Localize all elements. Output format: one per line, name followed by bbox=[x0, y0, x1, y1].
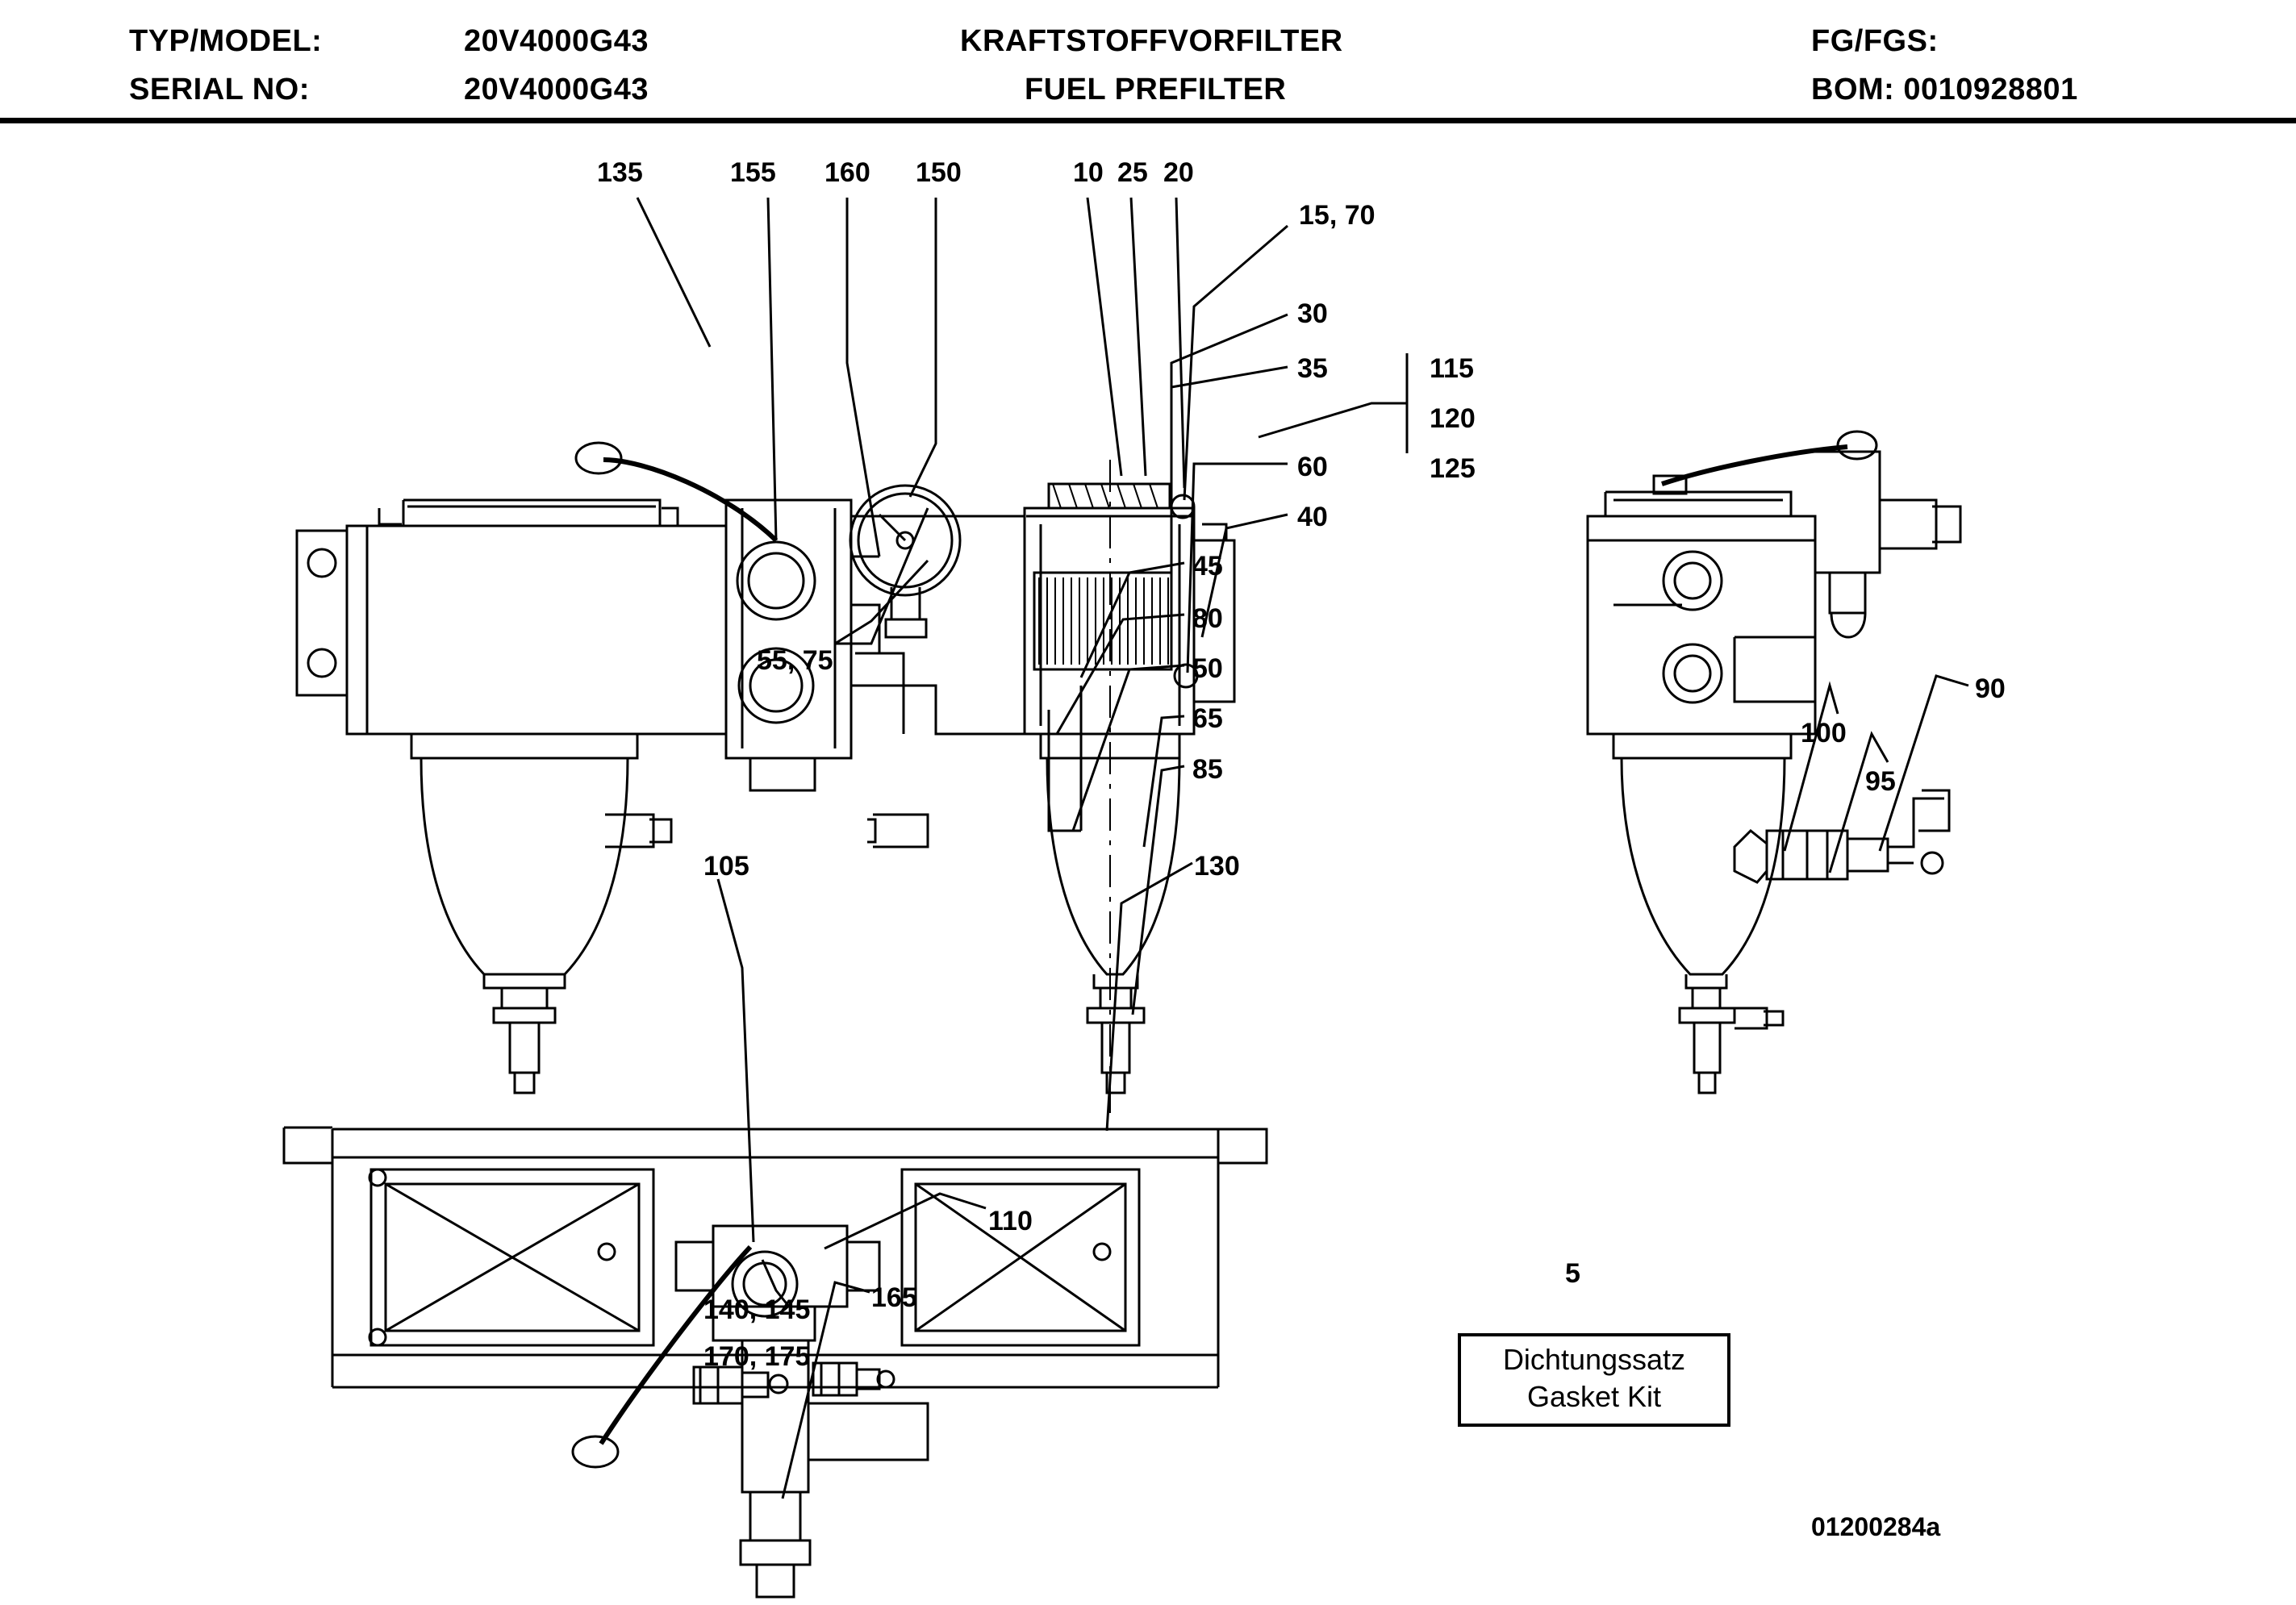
callout-90: 90 bbox=[1975, 673, 2006, 704]
callout-55-75: 55, 75 bbox=[757, 645, 833, 676]
callout-30: 30 bbox=[1297, 298, 1328, 329]
callout-15-70: 15, 70 bbox=[1299, 200, 1376, 231]
callout-110: 110 bbox=[988, 1206, 1033, 1236]
callout-5: 5 bbox=[1565, 1258, 1580, 1289]
callout-150: 150 bbox=[916, 157, 962, 188]
callout-80: 80 bbox=[1192, 603, 1223, 634]
drawing-code: 01200284a bbox=[1811, 1512, 1941, 1541]
callout-140-145: 140, 145 bbox=[703, 1294, 811, 1325]
callout-50: 50 bbox=[1192, 653, 1223, 684]
callout-45: 45 bbox=[1192, 551, 1223, 582]
callout-100: 100 bbox=[1801, 718, 1847, 748]
front-view-assembly bbox=[297, 443, 1234, 1121]
gasket-kit-box bbox=[1458, 1333, 1730, 1427]
serial-value: 20V4000G43 bbox=[464, 73, 649, 106]
callout-20: 20 bbox=[1163, 157, 1194, 188]
fg-fgs-label: FG/FGS: bbox=[1811, 24, 1939, 58]
callout-60: 60 bbox=[1297, 452, 1328, 482]
model-value: 20V4000G43 bbox=[464, 24, 649, 58]
title-german: KRAFTSTOFFVORFILTER bbox=[960, 24, 1343, 58]
model-label: TYP/MODEL: bbox=[129, 24, 323, 58]
callout-115: 115 bbox=[1430, 353, 1474, 384]
callout-25: 25 bbox=[1117, 157, 1148, 188]
gasket-kit-label-de: Dichtungssatz bbox=[1502, 1343, 1686, 1376]
callout-105: 105 bbox=[703, 851, 749, 882]
callout-155: 155 bbox=[730, 157, 776, 188]
leader-lines bbox=[637, 198, 1968, 1499]
bom-label: BOM: 0010928801 bbox=[1811, 73, 2078, 106]
side-view-assembly bbox=[1588, 431, 1960, 1093]
serial-label: SERIAL NO: bbox=[129, 73, 310, 106]
callout-160: 160 bbox=[824, 157, 870, 188]
gasket-kit-label-en: Gasket Kit bbox=[1526, 1380, 1662, 1413]
callout-170-175: 170, 175 bbox=[703, 1341, 811, 1372]
drawing-vector-layer bbox=[0, 121, 2296, 1605]
callout-135: 135 bbox=[597, 157, 643, 188]
callout-65: 65 bbox=[1192, 703, 1223, 734]
callout-125: 125 bbox=[1430, 453, 1476, 484]
callout-40: 40 bbox=[1297, 502, 1328, 532]
callout-35: 35 bbox=[1297, 353, 1328, 384]
callout-120: 120 bbox=[1430, 403, 1476, 434]
callout-130: 130 bbox=[1194, 851, 1240, 882]
callout-85: 85 bbox=[1192, 754, 1223, 785]
callout-165: 165 bbox=[871, 1282, 917, 1313]
technical-drawing bbox=[0, 121, 2296, 1605]
title-english: FUEL PREFILTER bbox=[1025, 73, 1287, 106]
callout-10: 10 bbox=[1073, 157, 1104, 188]
sheet-header bbox=[0, 0, 2296, 121]
callout-95: 95 bbox=[1865, 766, 1896, 797]
